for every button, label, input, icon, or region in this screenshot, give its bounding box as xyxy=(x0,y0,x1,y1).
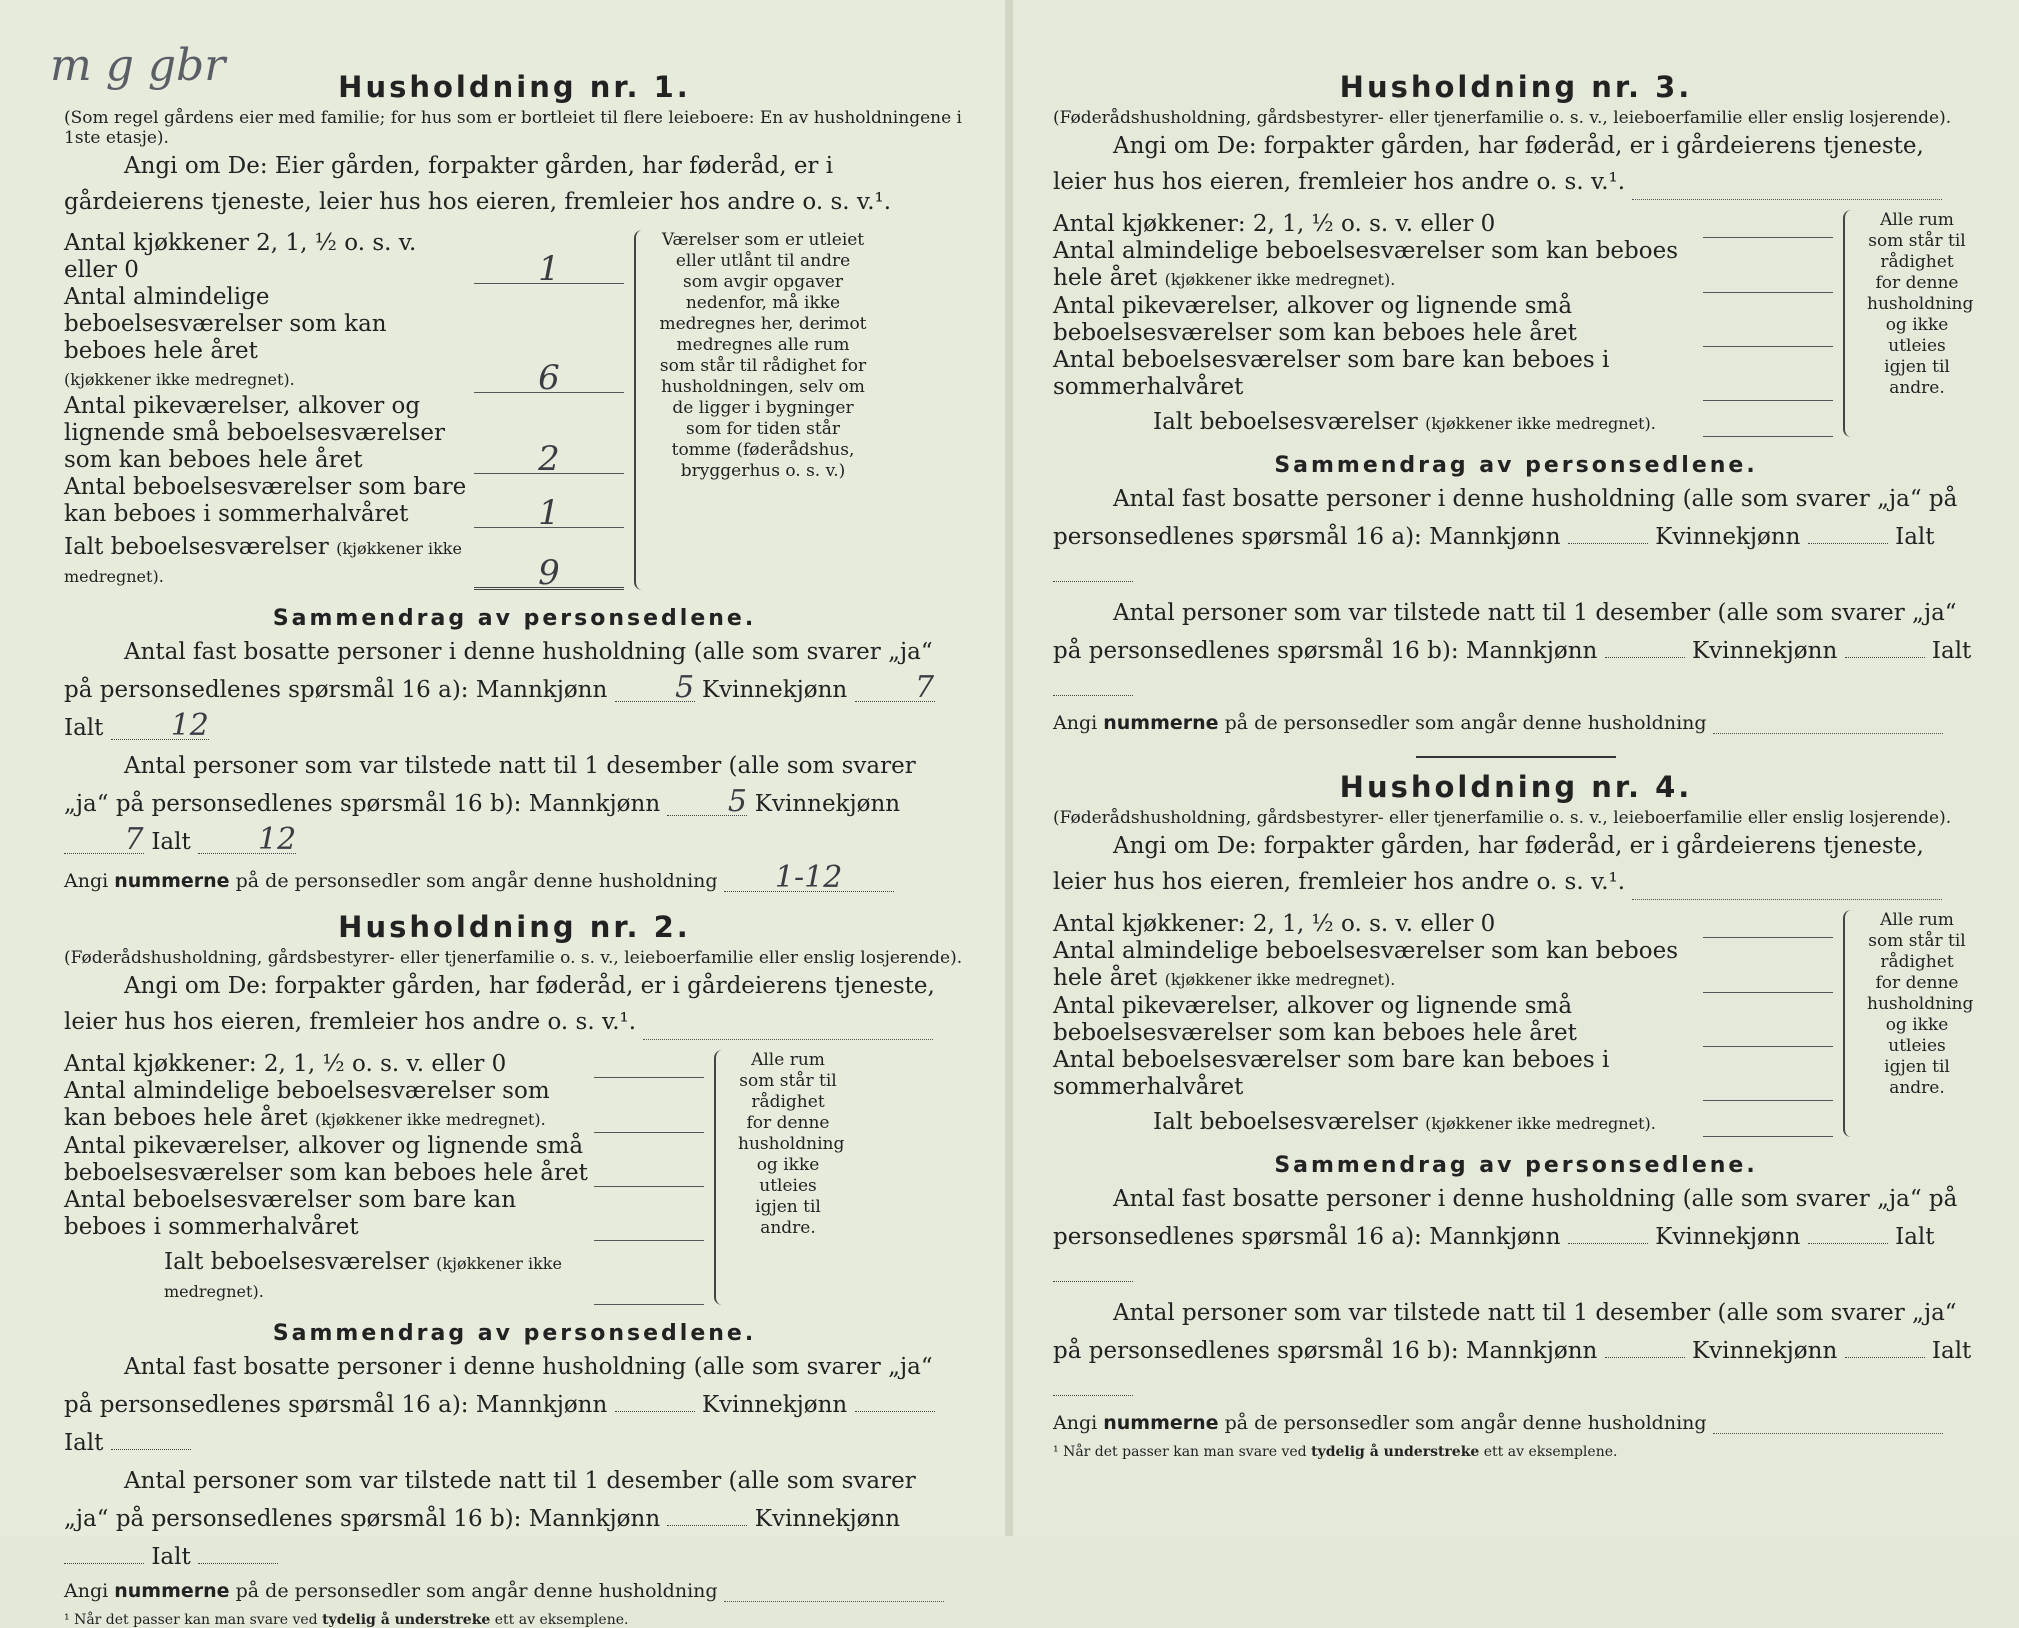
household-2-title: Husholdning nr. 2. xyxy=(338,910,691,944)
h3-fast-kvinne[interactable] xyxy=(1808,543,1888,544)
household-3-rooms: Antal kjøkkener: 2, 1, ½ o. s. v. eller 0 Antal almindelige beboelsesværelser som kan beboes hele året (kjøkkener ikke medregnet). Antal pikeværelser, alkover og lignende små beboelsesværelser som kan beboes hele året Antal beboelsesværelser som bare kan beboes i sommerhalvåret Ialt beboelsesværelser (kjøkkener ikke medregnet). Alle rum som står til rådighet for denne husholdning og ikke utleies igjen til andre. xyxy=(1053,210,1974,435)
h3-sommer-field[interactable] xyxy=(1703,373,1833,401)
household-2-nummerne: Angi nummerne på de personsedler som angår denne husholdning xyxy=(64,1580,965,1602)
almindelige-small: (kjøkkener ikke medregnet). xyxy=(64,370,295,389)
ialt-answer[interactable]: 9 xyxy=(474,560,624,590)
ialt-label: Ialt beboelsesværelser xyxy=(64,534,329,560)
fast-ialt-field[interactable]: 12 xyxy=(111,713,209,740)
household-1-fast: Antal fast bosatte personer i denne husholdning (alle som svarer „ja“ på personsedlenes spørsmål 16 a): Mannkjønn 5 Kvinnekjønn 7 Ialt 12 xyxy=(64,639,935,743)
household-1-nummerne: Angi nummerne på de personsedler som angår denne husholdning 1-12 xyxy=(64,865,965,892)
h4-kjokkener-field[interactable] xyxy=(1703,910,1833,938)
household-3-nummerne: Angi nummerne på de personsedler som angår denne husholdning xyxy=(1053,712,1979,734)
h4-tilstede-kvinne[interactable] xyxy=(1845,1357,1925,1358)
h4-tilstede-ialt[interactable] xyxy=(1053,1395,1133,1396)
household-4-nummerne: Angi nummerne på de personsedler som angår denne husholdning xyxy=(1053,1412,1979,1434)
tilstede-ialt-field[interactable]: 12 xyxy=(198,827,296,854)
household-1-title: Husholdning nr. 1. xyxy=(338,70,691,104)
h2-tilstede-kvinne[interactable] xyxy=(64,1563,144,1564)
h4-almindelige-field[interactable] xyxy=(1703,965,1833,993)
household-2-tilstede: Antal personer som var tilstede natt til 1 desember (alle som svarer „ja“ på personsedlenes spørsmål 16 b): Mannkjønn Kvinnekjønn Ialt xyxy=(64,1468,916,1570)
h3-tilstede-ialt[interactable] xyxy=(1053,695,1133,696)
h2-kjokkener-field[interactable] xyxy=(594,1050,704,1078)
household-3-title: Husholdning nr. 3. xyxy=(1339,70,1693,104)
h4-pike-field[interactable] xyxy=(1703,1019,1833,1047)
brace xyxy=(1843,910,1855,1137)
handwritten-corner-note: m g gbr xyxy=(50,40,226,91)
almindelige-answer[interactable]: 6 xyxy=(474,365,624,393)
household-4-title: Husholdning nr. 4. xyxy=(1339,770,1693,804)
household-2-angi: Angi om De: forpakter gården, har føderåd, er i gårdeierens tjeneste, leier hus hos eieren, fremleier hos andre o. s. v.¹. xyxy=(64,968,965,1040)
h2-ialt-field[interactable] xyxy=(594,1277,704,1305)
nummerne-field[interactable]: 1-12 xyxy=(724,865,894,892)
sommer-answer[interactable]: 1 xyxy=(474,500,624,528)
h2-almindelige-field[interactable] xyxy=(594,1105,704,1133)
h3-almindelige-field[interactable] xyxy=(1703,265,1833,293)
footnote-right: ¹ Når det passer kan man svare ved tydelig å understreke ett av eksemplene. xyxy=(1053,1444,1618,1460)
h4-sommer-field[interactable] xyxy=(1703,1073,1833,1101)
ialt-small: (kjøkkener ikke medregnet). xyxy=(64,539,462,586)
tilstede-mann-field[interactable]: 5 xyxy=(667,789,747,816)
household-3-fast: Antal fast bosatte personer i denne husholdning (alle som svarer „ja“ på personsedlenes spørsmål 16 a): Mannkjønn Kvinnekjønn Ialt xyxy=(1053,480,1979,594)
footnote-left: ¹ Når det passer kan man svare ved tydelig å understreke ett av eksemplene. xyxy=(64,1612,629,1628)
pike-label: Antal pikeværelser, alkover og lignende små beboelsesværelser som kan beboes hele året xyxy=(64,393,446,473)
household-4-side-note: Alle rum som står til rådighet for denne husholdning og ikke utleies igjen til andre. xyxy=(1867,910,1974,1098)
household-2-rooms: Antal kjøkkener: 2, 1, ½ o. s. v. eller 0 Antal almindelige beboelsesværelser som kan beboes hele året (kjøkkener ikke medregnet). Antal pikeværelser, alkover og lignende små beboelsesværelser som kan beboes hele året Antal beboelsesværelser som bare kan beboes i sommerhalvåret Ialt beboelsesværelser (kjøkkener ikke medregnet). Alle rum som står til rådighet for denne husholdning og ikke utleies igjen til andre. xyxy=(64,1050,965,1305)
almindelige-label: Antal almindelige beboelsesværelser som kan beboes hele året xyxy=(64,284,387,364)
h4-nummerne-field[interactable] xyxy=(1713,1433,1943,1434)
h4-tilstede-mann[interactable] xyxy=(1605,1357,1685,1358)
household-3-side-note: Alle rum som står til rådighet for denne husholdning og ikke utleies igjen til andre. xyxy=(1867,210,1974,398)
h3-ialt-field[interactable] xyxy=(1703,409,1833,437)
h3-tilstede-mann[interactable] xyxy=(1605,657,1685,658)
page-gutter xyxy=(1005,0,1013,1536)
brace xyxy=(1843,210,1855,437)
household-4-angi: Angi om De: forpakter gården, har føderåd, er i gårdeierens tjeneste, leier hus hos eieren, fremleier hos andre o. s. v.¹. xyxy=(1053,828,1979,900)
household-2-note: (Føderådshusholdning, gårdsbestyrer- eller tjenerfamilie o. s. v., leieboerfamilie eller enslig losjerende). xyxy=(64,948,963,968)
kjokkener-label: Antal kjøkkener 2, 1, ½ o. s. v. eller 0 xyxy=(64,230,417,283)
h3-tilstede-kvinne[interactable] xyxy=(1845,657,1925,658)
h2-fast-ialt[interactable] xyxy=(111,1449,191,1450)
h3-nummerne-field[interactable] xyxy=(1713,733,1943,734)
h3-fast-ialt[interactable] xyxy=(1053,581,1133,582)
h3-pike-field[interactable] xyxy=(1703,319,1833,347)
household-3-summary-heading: Sammendrag av personsedlene. xyxy=(1274,453,1758,478)
household-2-fast: Antal fast bosatte personer i denne husholdning (alle som svarer „ja“ på personsedlenes spørsmål 16 a): Mannkjønn Kvinnekjønn Ialt xyxy=(64,1354,933,1456)
h4-ialt-field[interactable] xyxy=(1703,1109,1833,1137)
separator xyxy=(1416,756,1616,758)
h3-kjokkener-field[interactable] xyxy=(1703,210,1833,238)
h2-fast-kvinne[interactable] xyxy=(855,1411,935,1412)
tilstede-kvinne-field[interactable]: 7 xyxy=(64,827,144,854)
household-4-fast: Antal fast bosatte personer i denne husholdning (alle som svarer „ja“ på personsedlenes spørsmål 16 a): Mannkjønn Kvinnekjønn Ialt xyxy=(1053,1180,1979,1294)
left-page xyxy=(0,0,1005,1628)
right-page xyxy=(1013,0,2019,1536)
h2-tilstede-ialt[interactable] xyxy=(198,1563,278,1564)
sommer-label: Antal beboelsesværelser som bare kan beboes i sommerhalvåret xyxy=(64,474,467,527)
household-1-tilstede: Antal personer som var tilstede natt til 1 desember (alle som svarer „ja“ på personsedlenes spørsmål 16 b): Mannkjønn 5 Kvinnekjønn 7 Ialt 12 xyxy=(64,753,916,857)
h4-fast-ialt[interactable] xyxy=(1053,1281,1133,1282)
household-1-rooms xyxy=(64,230,965,593)
household-4-tilstede: Antal personer som var tilstede natt til 1 desember (alle som svarer „ja“ på personsedlenes spørsmål 16 b): Mannkjønn Kvinnekjønn Ialt xyxy=(1053,1294,1979,1408)
household-4-summary-heading: Sammendrag av personsedlene. xyxy=(1274,1153,1758,1178)
fast-mann-field[interactable]: 5 xyxy=(615,675,695,702)
h4-fast-mann[interactable] xyxy=(1568,1243,1648,1244)
household-2-side-note: Alle rum som står til rådighet for denne husholdning og ikke utleies igjen til andre. xyxy=(738,1050,845,1238)
brace xyxy=(714,1050,726,1305)
fast-kvinne-field[interactable]: 7 xyxy=(855,675,935,702)
pike-answer[interactable]: 2 xyxy=(474,446,624,474)
h2-tilstede-mann[interactable] xyxy=(667,1525,747,1526)
h3-fast-mann[interactable] xyxy=(1568,543,1648,544)
h2-sommer-field[interactable] xyxy=(594,1213,704,1241)
h2-fast-mann[interactable] xyxy=(615,1411,695,1412)
h2-nummerne-field[interactable] xyxy=(724,1601,944,1602)
household-4-note: (Føderådshusholdning, gårdsbestyrer- eller tjenerfamilie o. s. v., leieboerfamilie eller enslig losjerende). xyxy=(1053,808,1952,828)
household-1-angi: Angi om De: Eier gården, forpakter gården, har føderåd, er i gårdeierens tjeneste, leier hus hos eieren, fremleier hos andre o. s. v.¹. xyxy=(64,153,892,215)
household-3-tilstede: Antal personer som var tilstede natt til 1 desember (alle som svarer „ja“ på personsedlenes spørsmål 16 b): Mannkjønn Kvinnekjønn Ialt xyxy=(1053,594,1979,708)
h2-pike-field[interactable] xyxy=(594,1159,704,1187)
household-4-rooms: Antal kjøkkener: 2, 1, ½ o. s. v. eller 0 Antal almindelige beboelsesværelser som kan beboes hele året (kjøkkener ikke medregnet). Antal pikeværelser, alkover og lignende små beboelsesværelser som kan beboes hele året Antal beboelsesværelser som bare kan beboes i sommerhalvåret Ialt beboelsesværelser (kjøkkener ikke medregnet). Alle rum som står til rådighet for denne husholdning og ikke utleies igjen til andre. xyxy=(1053,910,1974,1135)
household-1-side-note: Værelser som er utleiet eller utlånt til andre som avgir opgaver nedenfor, må ikke medregnes her, derimot medregnes alle rum som står til rådighet for husholdningen, selv om de ligger i bygninger som for tiden står tomme (føderådshus, bryggerhus o. s. v.) xyxy=(659,230,867,481)
h4-fast-kvinne[interactable] xyxy=(1808,1243,1888,1244)
household-1-summary-heading: Sammendrag av personsedlene. xyxy=(272,606,757,631)
household-3-note: (Føderådshusholdning, gårdsbestyrer- eller tjenerfamilie o. s. v., leieboerfamilie eller enslig losjerende). xyxy=(1053,108,1952,128)
household-1-note: (Som regel gårdens eier med familie; for hus som er bortleiet til flere leieboere: En av husholdningene i 1ste etasje). xyxy=(64,108,962,148)
household-3-angi: Angi om De: forpakter gården, har føderåd, er i gårdeierens tjeneste, leier hus hos eieren, fremleier hos andre o. s. v.¹. xyxy=(1053,128,1979,200)
household-2-summary-heading: Sammendrag av personsedlene. xyxy=(272,1321,757,1346)
kjokkener-answer[interactable]: 1 xyxy=(474,256,624,284)
brace xyxy=(634,230,646,590)
